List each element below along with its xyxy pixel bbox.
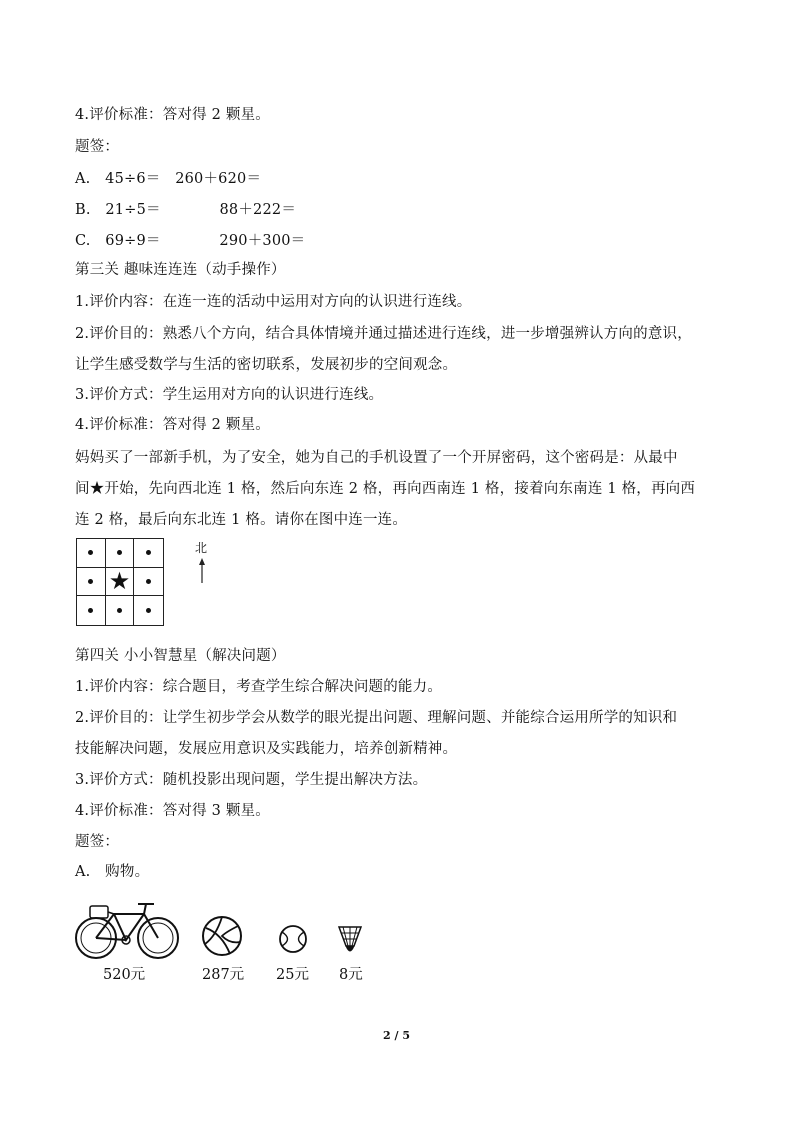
grid-cell[interactable] xyxy=(134,596,163,625)
grid-cell[interactable] xyxy=(106,596,135,625)
text-line: A. 购物。 xyxy=(75,864,150,880)
text-line: B. 21÷5＝ 88＋222＝ xyxy=(75,202,297,218)
text-line: 4.评价标准：答对得 2 颗星。 xyxy=(75,107,270,123)
grid-cell[interactable] xyxy=(77,539,106,568)
text-line: 1.评价内容：综合题目，考查学生综合解决问题的能力。 xyxy=(75,679,443,695)
grid-cell[interactable] xyxy=(134,568,163,597)
text-line: 4.评价标准：答对得 2 颗星。 xyxy=(75,417,270,433)
grid-dot xyxy=(88,579,93,584)
shuttlecock-icon xyxy=(336,924,364,956)
text-line: A. 45÷6＝ 260＋620＝ xyxy=(75,171,262,187)
direction-grid[interactable] xyxy=(76,538,164,626)
shuttlecock-price: 8元 xyxy=(339,967,363,983)
section-heading: 第三关 趣味连连连（动手操作） xyxy=(75,262,286,278)
north-label: 北 xyxy=(195,541,208,555)
text-line: 让学生感受数学与生活的密切联系，发展初步的空间观念。 xyxy=(75,357,458,373)
north-arrow-icon xyxy=(195,541,215,585)
text-line: 3.评价方式：学生运用对方向的认识进行连线。 xyxy=(75,387,384,403)
text-line: 3.评价方式：随机投影出现问题，学生提出解决方法。 xyxy=(75,772,428,788)
page-number: 2 / 5 xyxy=(383,1029,410,1042)
tennis-ball-icon xyxy=(278,924,308,954)
grid-cell[interactable] xyxy=(77,568,106,597)
grid-dot xyxy=(88,608,93,613)
grid-dot xyxy=(146,579,151,584)
grid-dot xyxy=(146,608,151,613)
text-line: 4.评价标准：答对得 3 颗星。 xyxy=(75,803,270,819)
grid-cell[interactable] xyxy=(77,596,106,625)
text-line: 2.评价目的：熟悉八个方向，结合具体情境并通过描述进行连线，进一步增强辨认方向的意识， xyxy=(75,326,692,342)
problem-text: 间★开始，先向西北连 1 格，然后向东连 2 格，再向西南连 1 格，接着向东南连 1 格，再向西 xyxy=(75,481,696,497)
problem-text: 妈妈买了一部新手机，为了安全，她为自己的手机设置了一个开屏密码，这个密码是：从最中 xyxy=(75,450,678,466)
text-line: 2.评价目的：让学生初步学会从数学的眼光提出问题、理解问题、并能综合运用所学的知识和 xyxy=(75,710,678,726)
volleyball-icon xyxy=(200,914,244,958)
text-line: 技能解决问题，发展应用意识及实践能力，培养创新精神。 xyxy=(75,741,458,757)
grid-dot xyxy=(117,550,122,555)
grid-dot xyxy=(88,550,93,555)
north-compass xyxy=(195,541,215,585)
text-line: 1.评价内容：在连一连的活动中运用对方向的认识进行连线。 xyxy=(75,294,472,310)
text-line: 题签： xyxy=(75,139,120,155)
problem-text: 连 2 格，最后向东北连 1 格。请你在图中连一连。 xyxy=(75,512,408,528)
bicycle-icon xyxy=(74,896,182,962)
grid-cell[interactable] xyxy=(134,539,163,568)
grid-cell[interactable] xyxy=(106,539,135,568)
star-icon: ★ xyxy=(108,567,131,596)
section-heading: 第四关 小小智慧星（解决问题） xyxy=(75,648,286,664)
tennis-ball-price: 25元 xyxy=(276,967,309,983)
grid-dot xyxy=(146,550,151,555)
volleyball-price: 287元 xyxy=(202,967,245,983)
grid-cell[interactable] xyxy=(106,568,135,597)
grid-dot xyxy=(117,608,122,613)
bicycle-price: 520元 xyxy=(103,967,146,983)
text-line: 题签： xyxy=(75,834,120,850)
text-line: C. 69÷9＝ 290＋300＝ xyxy=(75,233,306,249)
